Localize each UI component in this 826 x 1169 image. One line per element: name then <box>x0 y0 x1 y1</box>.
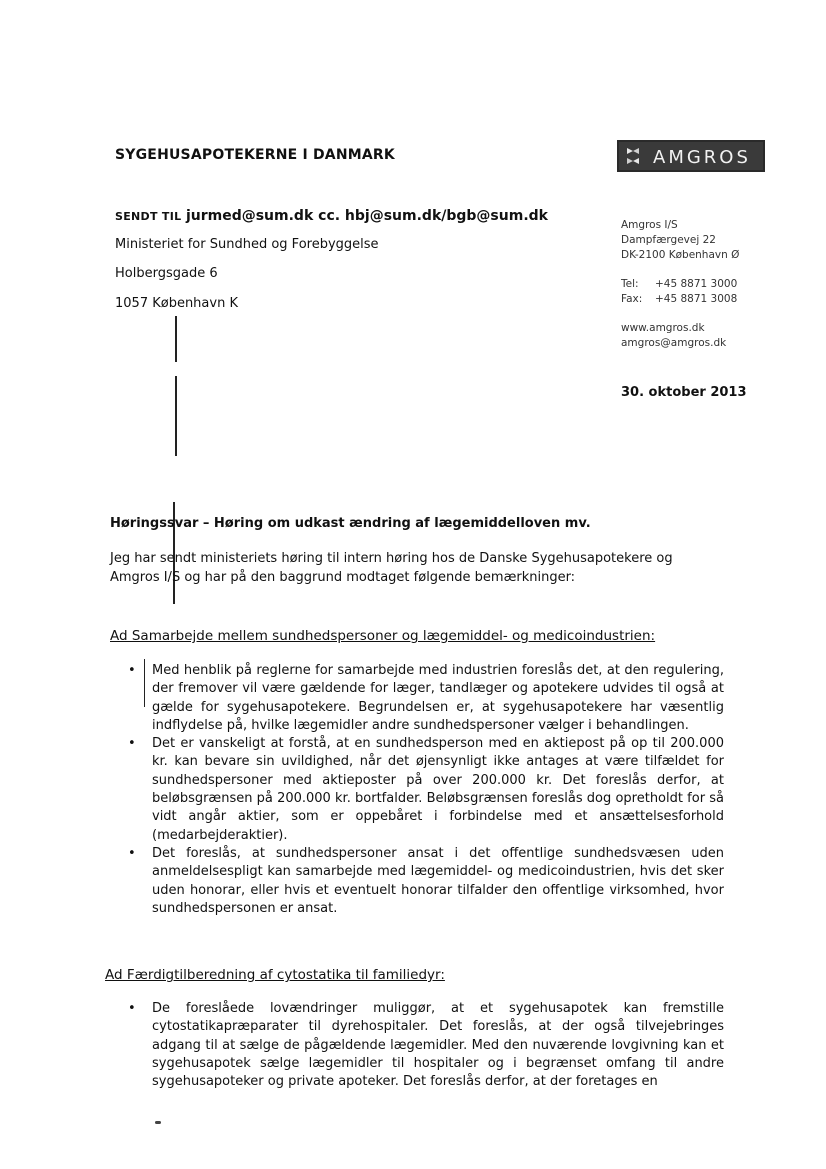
list-item-text: Det foreslås, at sundhedspersoner ansat i det offentlige sundhedsvæsen uden anmeldelsespligt kan samarbejde med lægemiddel- og medicoindustrien, hvis det sker uden honorar, eller hvis et eventuelt honorar tilfalder den offentlige virksomhed, hvor sundhedspersonen er ansat. <box>152 845 724 916</box>
tel-value: +45 8871 3000 <box>655 278 738 290</box>
intro-paragraph: Jeg har sendt ministeriets høring til intern høring hos de Danske Sygehusapotekere og Amgros I/S og har på den baggrund modtaget følgende bemærkninger: <box>110 551 673 585</box>
sender-street: Dampfærgevej 22 <box>621 234 716 246</box>
list-item-text: De foreslåede lovændringer muliggør, at et sygehusapotek kan fremstille cytostatikapræparater til dyrehospitaler. Det foreslås, at der også tilvejebringes adgang til at sælge de pågældende lægemidler. Med den nuværende lovgivning kan et sygehusapotek sælge lægemidler til hospitaler og i begrænset omfang til andre sygehusapoteker og private apoteker. Det foreslås derfor, at der foretages en <box>152 1001 724 1090</box>
recipient-line-2: Holbergsgade 6 <box>115 266 218 281</box>
section-2-heading: Ad Færdigtilberedning af cytostatika til familiedyr: <box>105 967 445 983</box>
scan-artifact-line <box>175 316 177 362</box>
sender-tel <box>621 278 737 290</box>
list-item-text: Det er vanskeligt at forstå, at en sundhedsperson med en aktiepost på op til 200.000 kr. kan bevare sin uvildighed, når det øjensynligt ikke antages at være tilfældet for sundhedspersoner med aktieposter på over 200.000 kr. Det foreslås derfor, at beløbsgrænsen på 200.000 kr. bortfalder. Beløbsgrænsen foreslås dog opretholdt for så vidt angår aktier, som er oppebåret i forbindelse med et ansættelsesforhold (medarbejderaktier). <box>152 736 724 843</box>
letter-date: 30. oktober 2013 <box>621 385 747 400</box>
fax-value: +45 8871 3008 <box>655 293 738 305</box>
logo-text: AMGROS <box>653 147 751 168</box>
bullet-icon: • <box>128 1001 136 1016</box>
fax-label: Fax: <box>621 293 643 305</box>
logo-mark-icon <box>625 146 641 166</box>
sender-name: Amgros I/S <box>621 219 678 231</box>
sender-fax <box>621 293 737 305</box>
bullet-icon: • <box>128 736 136 752</box>
recipient-line-1: Ministeriet for Sundhed og Forebyggelse <box>115 237 379 252</box>
tel-label: Tel: <box>621 278 639 290</box>
list-item-text: Med henblik på reglerne for samarbejde med industrien foreslås det, at den regulering, der fremover vil være gældende for læger, tandlæger og apotekere udvides til også at gælde for sygehusapotekere. Begrundelsen er, at sygehusapotekere har væsentlig indflydelse på, hvilke lægemidler andre sundhedspersoner vælger i behandlingen. <box>152 663 724 733</box>
list-item <box>128 735 724 845</box>
subject-line: Høringssvar – Høring om udkast ændring af lægemiddelloven mv. <box>110 516 591 531</box>
sent-to-label: SENDT TIL <box>115 210 182 223</box>
sender-web: www.amgros.dk <box>621 322 705 334</box>
amgros-logo <box>617 140 765 172</box>
sender-city: DK-2100 København Ø <box>621 249 740 261</box>
recipient-line-3: 1057 København K <box>115 296 238 311</box>
organisation-title: SYGEHUSAPOTEKERNE I DANMARK <box>115 147 395 163</box>
section-1-heading: Ad Samarbejde mellem sundhedspersoner og lægemiddel- og medicoindustrien: <box>110 628 656 644</box>
bullet-icon: • <box>128 845 136 861</box>
list-item <box>128 1000 724 1091</box>
section-2-list <box>128 1000 724 1091</box>
scan-speck <box>155 1121 161 1124</box>
sent-to-emails: jurmed@sum.dk cc. hbj@sum.dk/bgb@sum.dk <box>185 208 548 224</box>
bullet-icon: • <box>128 663 136 678</box>
list-item <box>128 845 724 918</box>
list-item <box>128 662 724 735</box>
sent-to-line <box>115 208 548 224</box>
scan-artifact-line <box>175 376 177 456</box>
sender-email: amgros@amgros.dk <box>621 337 727 349</box>
section-1-list <box>128 662 724 918</box>
